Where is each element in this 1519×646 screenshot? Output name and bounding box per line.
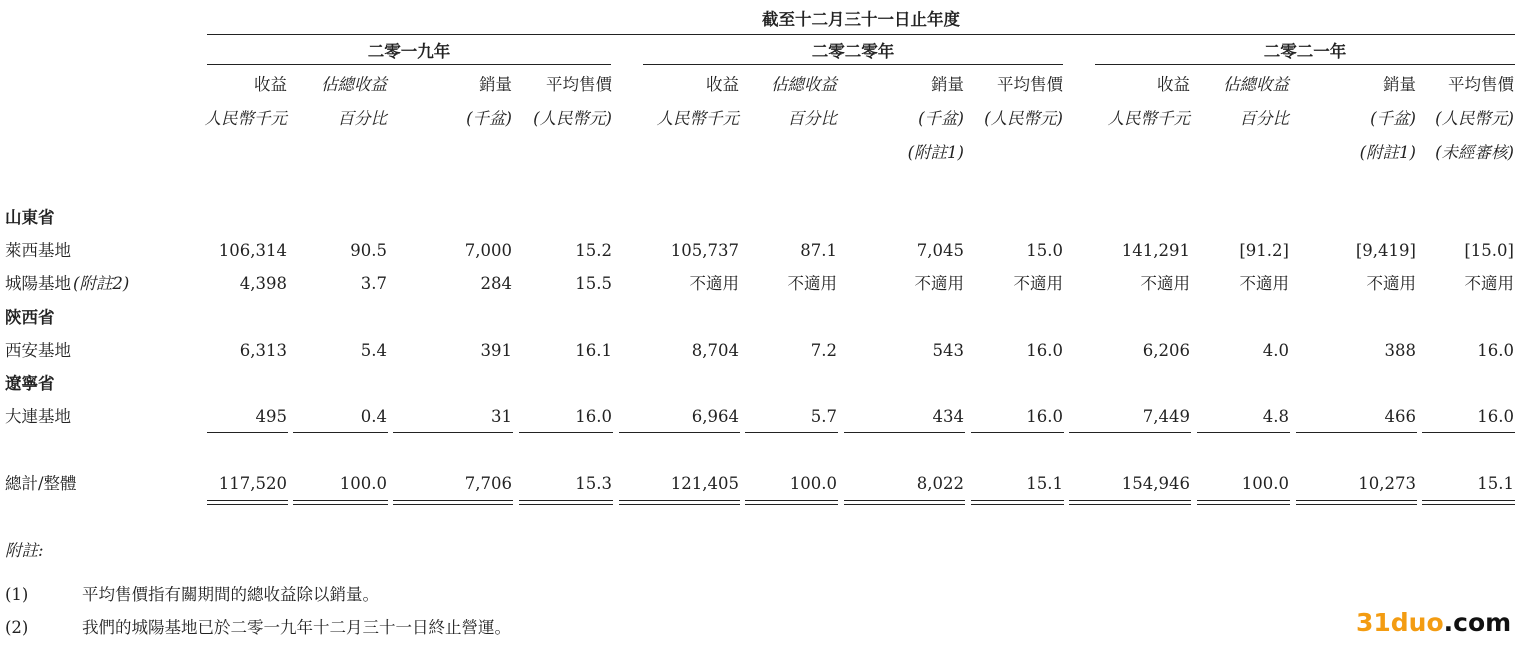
column-header-line1: 平均售價 [1448,75,1514,94]
subtotal-rule [393,432,513,433]
year-rule-2020 [643,64,1063,65]
table-cell: 16.0 [1477,407,1514,426]
total-double-rule [1069,500,1191,505]
total-double-rule [844,500,965,505]
table-cell: 6,206 [1142,341,1190,360]
province-label: 山東省 [5,208,55,227]
total-double-rule [1197,500,1290,505]
total-cell: 15.3 [575,474,612,493]
table-cell: 495 [255,407,287,426]
table-cell: 87.1 [800,241,837,260]
table-cell: 不適用 [1464,274,1514,293]
total-double-rule [971,500,1064,505]
subtotal-rule [1422,432,1515,433]
total-double-rule [393,500,513,505]
table-cell: [91.2] [1239,241,1289,260]
total-cell: 7,706 [464,474,512,493]
table-cell: 141,291 [1121,241,1190,260]
subtotal-rule [971,432,1064,433]
table-cell: 6,964 [691,407,739,426]
table-cell: 不適用 [1366,274,1416,293]
table-cell: 15.5 [575,274,612,293]
table-cell: 4,398 [239,274,287,293]
table-cell: 8,704 [691,341,739,360]
note-2-number: (2) [5,618,29,637]
table-cell: 284 [480,274,512,293]
column-header-line1: 佔總收益 [1223,75,1289,94]
total-cell: 15.1 [1477,474,1514,493]
total-cell: 8,022 [916,474,964,493]
subtotal-rule [1197,432,1290,433]
table-cell: 388 [1384,341,1416,360]
watermark-part1: 31duo [1356,608,1444,637]
total-cell: 117,520 [218,474,287,493]
table-cell: 0.4 [360,407,387,426]
total-double-rule [293,500,388,505]
table-cell: 6,313 [239,341,287,360]
column-header-line2: 人民幣千元 [656,109,739,128]
table-cell: 不適用 [787,274,837,293]
row-label-note: (附註2) [73,274,130,293]
table-cell: 16.0 [1477,341,1514,360]
table-cell: 4.8 [1262,407,1289,426]
table-cell: 466 [1384,407,1416,426]
row-label [5,341,71,361]
column-header-line3: (附註1) [1359,143,1416,162]
year-heading-2019: 二零一九年 [367,42,451,61]
subtotal-rule [519,432,613,433]
column-header-line2: (人民幣元) [1435,109,1514,128]
column-header-line1: 佔總收益 [771,75,837,94]
row-label-text: 萊西基地 [5,241,71,260]
total-cell: 10,273 [1358,474,1416,493]
subtotal-rule [745,432,838,433]
row-label [5,407,71,427]
subtotal-rule [1296,432,1417,433]
watermark-part2: .com [1443,608,1512,637]
column-header-line2: 人民幣千元 [1107,109,1190,128]
column-header-line1: 銷量 [931,75,964,94]
period-heading: 截至十二月三十一日止年度 [762,10,960,29]
column-header-line1: 收益 [254,75,287,94]
note-2-text: 我們的城陽基地已於二零一九年十二月三十一日終止營運。 [82,618,511,637]
total-double-rule [519,500,613,505]
row-label-text: 大連基地 [5,407,71,426]
note-1-number: (1) [5,585,29,604]
total-cell: 15.1 [1026,474,1063,493]
table-cell: 不適用 [1239,274,1289,293]
column-header-line1: 銷量 [1383,75,1416,94]
total-cell: 154,946 [1121,474,1190,493]
column-header-line3: (未經審核) [1435,143,1514,162]
row-label [5,274,129,294]
table-cell: 7,045 [916,241,964,260]
column-header-line1: 銷量 [479,75,512,94]
column-header-line2: 人民幣千元 [204,109,287,128]
table-cell: 105,737 [670,241,739,260]
column-header-line3: (附註1) [907,143,964,162]
subtotal-rule [293,432,388,433]
watermark-logo [1356,608,1511,637]
period-rule [207,34,1515,35]
table-cell: 7,000 [464,241,512,260]
note-1-text: 平均售價指有關期間的總收益除以銷量。 [82,585,379,604]
subtotal-rule [844,432,965,433]
row-label-text: 西安基地 [5,341,71,360]
table-cell: 16.0 [1026,341,1063,360]
total-double-rule [619,500,740,505]
total-cell: 100.0 [339,474,387,493]
table-cell: 543 [932,341,964,360]
total-double-rule [745,500,838,505]
column-header-line1: 收益 [1157,75,1190,94]
table-cell: 4.0 [1262,341,1289,360]
table-cell: 391 [480,341,512,360]
table-cell: 不適用 [1013,274,1063,293]
column-header-line2: (人民幣元) [984,109,1063,128]
column-header-line2: 百分比 [1239,109,1289,128]
table-cell: [15.0] [1464,241,1514,260]
subtotal-rule [207,432,288,433]
table-cell: 16.0 [575,407,612,426]
row-label-text: 城陽基地 [5,274,71,293]
total-double-rule [207,500,288,505]
column-header-line2: (人民幣元) [533,109,612,128]
table-cell: 16.1 [575,341,612,360]
table-cell: 不適用 [1140,274,1190,293]
table-cell: 106,314 [218,241,287,260]
subtotal-rule [1069,432,1191,433]
total-cell: 100.0 [1241,474,1289,493]
year-rule-2019 [207,64,611,65]
table-cell: 5.4 [360,341,387,360]
column-header-line2: (千盆) [1370,109,1416,128]
year-rule-2021 [1095,64,1515,65]
table-cell: [9,419] [1355,241,1416,260]
table-cell: 16.0 [1026,407,1063,426]
total-double-rule [1296,500,1417,505]
subtotal-rule [619,432,740,433]
year-heading-2020: 二零二零年 [811,42,895,61]
total-cell: 121,405 [670,474,739,493]
province-label: 遼寧省 [5,374,55,393]
column-header-line2: 百分比 [787,109,837,128]
table-cell: 不適用 [689,274,739,293]
column-header-line2: 百分比 [337,109,387,128]
table-cell: 3.7 [360,274,387,293]
column-header-line2: (千盆) [918,109,964,128]
column-header-line2: (千盆) [466,109,512,128]
table-cell: 90.5 [350,241,387,260]
table-cell: 434 [932,407,964,426]
table-cell: 不適用 [914,274,964,293]
notes-title: 附註: [5,541,44,560]
total-cell: 100.0 [789,474,837,493]
year-heading-2021: 二零二一年 [1263,42,1347,61]
row-label [5,241,71,261]
table-cell: 7,449 [1142,407,1190,426]
column-header-line1: 收益 [706,75,739,94]
table-cell: 7.2 [810,341,837,360]
table-cell: 31 [491,407,512,426]
total-label: 總計/整體 [5,474,77,493]
table-cell: 15.2 [575,241,612,260]
column-header-line1: 平均售價 [546,75,612,94]
table-cell: 5.7 [810,407,837,426]
total-double-rule [1422,500,1515,505]
column-header-line1: 佔總收益 [321,75,387,94]
table-cell: 15.0 [1026,241,1063,260]
province-label: 陝西省 [5,308,55,327]
column-header-line1: 平均售價 [997,75,1063,94]
